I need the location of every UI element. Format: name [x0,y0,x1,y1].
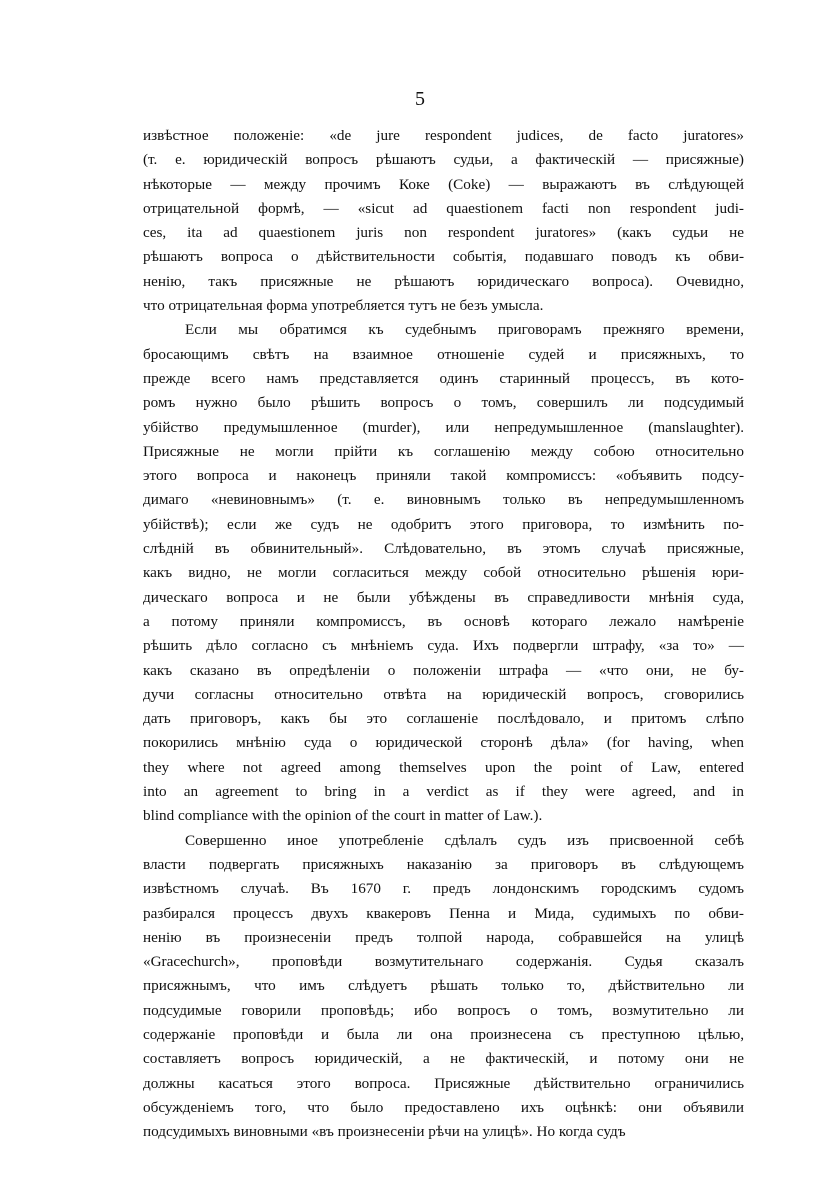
text-line: подсудимыхъ виновными «въ произнесеніи рѣчи на улицѣ». Но когда судъ [143,1123,626,1141]
text-line: обсужденіемъ того, что было предоставлено ихъ оцѣнкѣ: они объявили [143,1098,744,1116]
text-line: составляетъ вопросъ юридическій, а не фактическій, и потому они не [143,1050,744,1068]
text-line: Если мы обратимся къ судебнымъ приговорамъ прежняго времени, [185,321,744,339]
text-line: дать приговоръ, какъ бы это соглашеніе послѣдовало, и притомъ слѣпо [143,710,744,728]
text-line: нѣкоторые — между прочимъ Коке (Coke) — выражаютъ въ слѣдующей [143,175,744,193]
text-line: Совершенно иное употребленіе сдѣлалъ судъ изъ присвоенной себѣ [185,831,744,849]
text-line: ненію, такъ присяжные не рѣшаютъ юридическаго вопроса). Очевидно, [143,272,744,290]
paragraph [143,124,744,318]
text-line: ненію въ произнесеніи предъ толпой народа, собравшейся на улицѣ [143,928,744,946]
text-line: димаго «невиновнымъ» (т. е. виновнымъ только въ непредумышленномъ [143,491,744,509]
text-line: содержаніе проповѣди и была ли она произнесена съ преступною цѣлью, [143,1025,744,1043]
text-line: власти подвергать присяжныхъ наказанію за приговоръ въ слѣдующемъ [143,855,744,873]
text-line: прежде всего намъ представляется одинъ старинный процессъ, въ кото- [143,369,744,387]
text-line: Присяжные не могли прійти къ соглашенію между собою относительно [143,442,744,460]
text-line: blind compliance with the opinion of the court in matter of Law.). [143,807,543,825]
text-line: рѣшаютъ вопроса о дѣйствительности событія, подавшаго поводъ къ обви- [143,248,744,266]
paragraph [143,318,744,828]
page-number: 5 [415,88,425,110]
text-line: отрицательной формѣ, — «sicut ad quaestionem facti non respondent judi- [143,199,744,217]
text-line: «Gracechurch», проповѣди возмутительнаго содержанія. Судья сказалъ [143,953,744,971]
text-line: рѣшить дѣло согласно съ мнѣніемъ суда. Ихъ подвергли штрафу, «за то» — [143,637,744,655]
text-line: этого вопроса и наконецъ приняли такой компромиссъ: «объявить подсу- [143,467,744,485]
text-line: убійство предумышленное (murder), или непредумышленное (manslaughter). [143,418,744,436]
text-line: какъ сказано въ опредѣленіи о положеніи штрафа — «что они, не бу- [143,661,744,679]
text-line: а потому приняли компромиссъ, въ основѣ котораго лежало намѣреніе [143,612,744,630]
text-line: into an agreement to bring in a verdict as if they were agreed, and in [143,783,744,801]
text-line: разбирался процессъ двухъ квакеровъ Пенна и Мида, судимыхъ по обви- [143,904,744,922]
text-line: дическаго вопроса и не были убѣждены въ справедливости мнѣнія суда, [143,588,744,606]
text-line: (т. е. юридическій вопросъ рѣшаютъ судьи, а фактическій — присяжные) [143,151,744,169]
text-line: слѣдній въ обвинительный». Слѣдовательно, въ этомъ случаѣ присяжные, [143,540,744,558]
text-line: извѣстное положеніе: «de jure respondent judices, de facto juratores» [143,127,744,144]
text-line: извѣстномъ случаѣ. Въ 1670 г. предъ лондонскимъ городскимъ судомъ [143,880,744,898]
text-line: бросающимъ свѣтъ на взаимное отношеніе судей и присяжныхъ, то [143,345,744,363]
text-line: ромъ нужно было рѣшить вопросъ о томъ, совершилъ ли подсудимый [143,394,744,412]
text-line: присяжнымъ, что имъ слѣдуетъ рѣшать только то, дѣйствительно ли [143,977,744,995]
text-line: что отрицательная форма употребляется тутъ не безъ умысла. [143,297,544,315]
text-line: дучи согласны относительно отвѣта на юридическій вопросъ, сговорились [143,685,744,703]
body-text [143,124,744,1144]
text-line: какъ видно, не могли согласиться между собой относительно рѣшенія юри- [143,564,744,582]
text-line: покорились мнѣнію суда о юридической сторонѣ дѣла» (for having, when [143,734,744,752]
text-line: they where not agreed among themselves upon the point of Law, entered [143,758,744,776]
text-line: ces, ita ad quaestionem juris non respondent juratores» (какъ судьи не [143,224,744,242]
text-line: должны касаться этого вопроса. Присяжные дѣйствительно ограничились [143,1074,744,1092]
text-line: убійствѣ); если же судъ не одобритъ этого приговора, то измѣнить по- [143,515,744,533]
text-line: подсудимые говорили проповѣдь; ибо вопросъ о томъ, возмутительно ли [143,1001,744,1019]
paragraph [143,829,744,1145]
